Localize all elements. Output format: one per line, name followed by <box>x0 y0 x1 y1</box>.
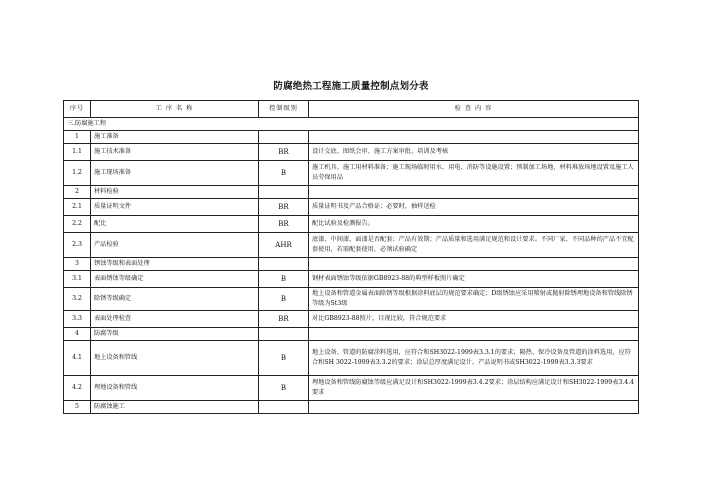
row-process-name: 表面锈蚀等级确定 <box>91 271 259 288</box>
row-control-level <box>259 131 309 144</box>
row-number: 3.2 <box>64 288 91 311</box>
row-check-content: 埋地设备和管线防腐蚀等级应满足设计和SH3022-1999表3.4.2要求；涂层结构应满足设计和SH3022-1999表3.4.4要求 <box>309 376 639 401</box>
table-row <box>64 186 639 199</box>
row-check-content: 设计交底、图纸会审、施工方案审批、培训及考核 <box>309 144 639 161</box>
row-process-name: 防腐蚀施工 <box>91 401 259 414</box>
row-control-level: B <box>259 341 309 376</box>
row-control-level: AHR <box>259 233 309 258</box>
table-row <box>64 311 639 328</box>
row-check-content: 施工机具、施工用材料准备；施工现场临时用水、用电、消防等设施设置；预制加工场地、材料堆放场地设置及施工人员劳保用品 <box>309 161 639 186</box>
row-process-name: 材料检验 <box>91 186 259 199</box>
row-control-level <box>259 401 309 414</box>
quality-control-table <box>63 100 639 414</box>
row-process-name: 施工现场准备 <box>91 161 259 186</box>
header-level: 控制级别 <box>259 101 309 118</box>
row-check-content: 质量证明书及产品合格证；必要时，抽样送检 <box>309 199 639 216</box>
row-number: 4.1 <box>64 341 91 376</box>
row-process-name: 施工准备 <box>91 131 259 144</box>
row-process-name: 质量证明文件 <box>91 199 259 216</box>
row-number: 2.1 <box>64 199 91 216</box>
table-header-row <box>64 101 639 118</box>
row-check-content <box>309 131 639 144</box>
table-row <box>64 401 639 414</box>
row-check-content: 底漆、中间漆、面漆是否配套；产品有效期；产品质量和选用满足规范和设计要求。不同厂家、不同品种的产品不宜配套使用，若需配套使用，必须试验确定 <box>309 233 639 258</box>
row-process-name: 锈蚀等级和表面处理 <box>91 258 259 271</box>
row-number: 1 <box>64 131 91 144</box>
row-check-content: 地上设备和管道金属表面除锈等级根据涂料底层的规范要求确定；D级锈蚀应采用喷射或抛射除锈埋地设备和管线除锈等级为St3级 <box>309 288 639 311</box>
document-title: 防腐绝热工程施工质量控制点划分表 <box>273 81 429 92</box>
row-process-name: 埋地设备和管线 <box>91 376 259 401</box>
table-row <box>64 216 639 233</box>
row-check-content <box>309 186 639 199</box>
row-check-content <box>309 258 639 271</box>
table-row <box>64 161 639 186</box>
row-check-content <box>309 401 639 414</box>
row-number: 3 <box>64 258 91 271</box>
row-process-name: 地上设备和管线 <box>91 341 259 376</box>
row-number: 5 <box>64 401 91 414</box>
header-process: 工 序 名 称 <box>91 101 259 118</box>
table-row <box>64 199 639 216</box>
row-check-content: 地上设备、管道的防腐涂料选用，应符合和SH3022-1999表3.3.1的要求；隔热、保冷设备及管道的涂料选用，应符合和SH 3022-1999表3.3.2的要求；涂层总厚度满足设计、产品说明书或SH3022-1999表3.3.3要求 <box>309 341 639 376</box>
table-row <box>64 131 639 144</box>
row-number: 2.3 <box>64 233 91 258</box>
section-title: 三.防腐施工程 <box>64 118 639 131</box>
row-process-name: 除锈等级确定 <box>91 288 259 311</box>
row-control-level <box>259 258 309 271</box>
row-control-level: BR <box>259 199 309 216</box>
row-number: 3.3 <box>64 311 91 328</box>
row-control-level <box>259 186 309 199</box>
table-row <box>64 144 639 161</box>
row-control-level: BR <box>259 216 309 233</box>
row-check-content: 钢材表面锈蚀等级依据GB8923-88的典型样板照片确定 <box>309 271 639 288</box>
row-process-name: 施工技术准备 <box>91 144 259 161</box>
section-row <box>64 118 639 131</box>
table-row <box>64 258 639 271</box>
row-number: 4 <box>64 328 91 341</box>
row-check-content: 对比GB8923-88照片，目视比较，符合规范要求 <box>309 311 639 328</box>
row-number: 2 <box>64 186 91 199</box>
row-number: 1.1 <box>64 144 91 161</box>
row-control-level: B <box>259 288 309 311</box>
row-process-name: 配比 <box>91 216 259 233</box>
header-no: 序号 <box>64 101 91 118</box>
row-check-content: 配比试验及检测报告。 <box>309 216 639 233</box>
row-process-name: 产品检验 <box>91 233 259 258</box>
row-process-name: 防腐等级 <box>91 328 259 341</box>
row-check-content <box>309 328 639 341</box>
row-control-level: B <box>259 161 309 186</box>
row-control-level: BR <box>259 311 309 328</box>
row-control-level: B <box>259 376 309 401</box>
table-row <box>64 341 639 376</box>
row-process-name: 表面处理检查 <box>91 311 259 328</box>
row-control-level: B <box>259 271 309 288</box>
row-control-level <box>259 328 309 341</box>
row-number: 3.1 <box>64 271 91 288</box>
row-number: 1.2 <box>64 161 91 186</box>
table-row <box>64 271 639 288</box>
row-number: 4.2 <box>64 376 91 401</box>
table-row <box>64 288 639 311</box>
row-number: 2.2 <box>64 216 91 233</box>
table-row <box>64 376 639 401</box>
header-content: 检 查 内 容 <box>309 101 639 118</box>
row-control-level: BR <box>259 144 309 161</box>
table-row <box>64 328 639 341</box>
table-row <box>64 233 639 258</box>
